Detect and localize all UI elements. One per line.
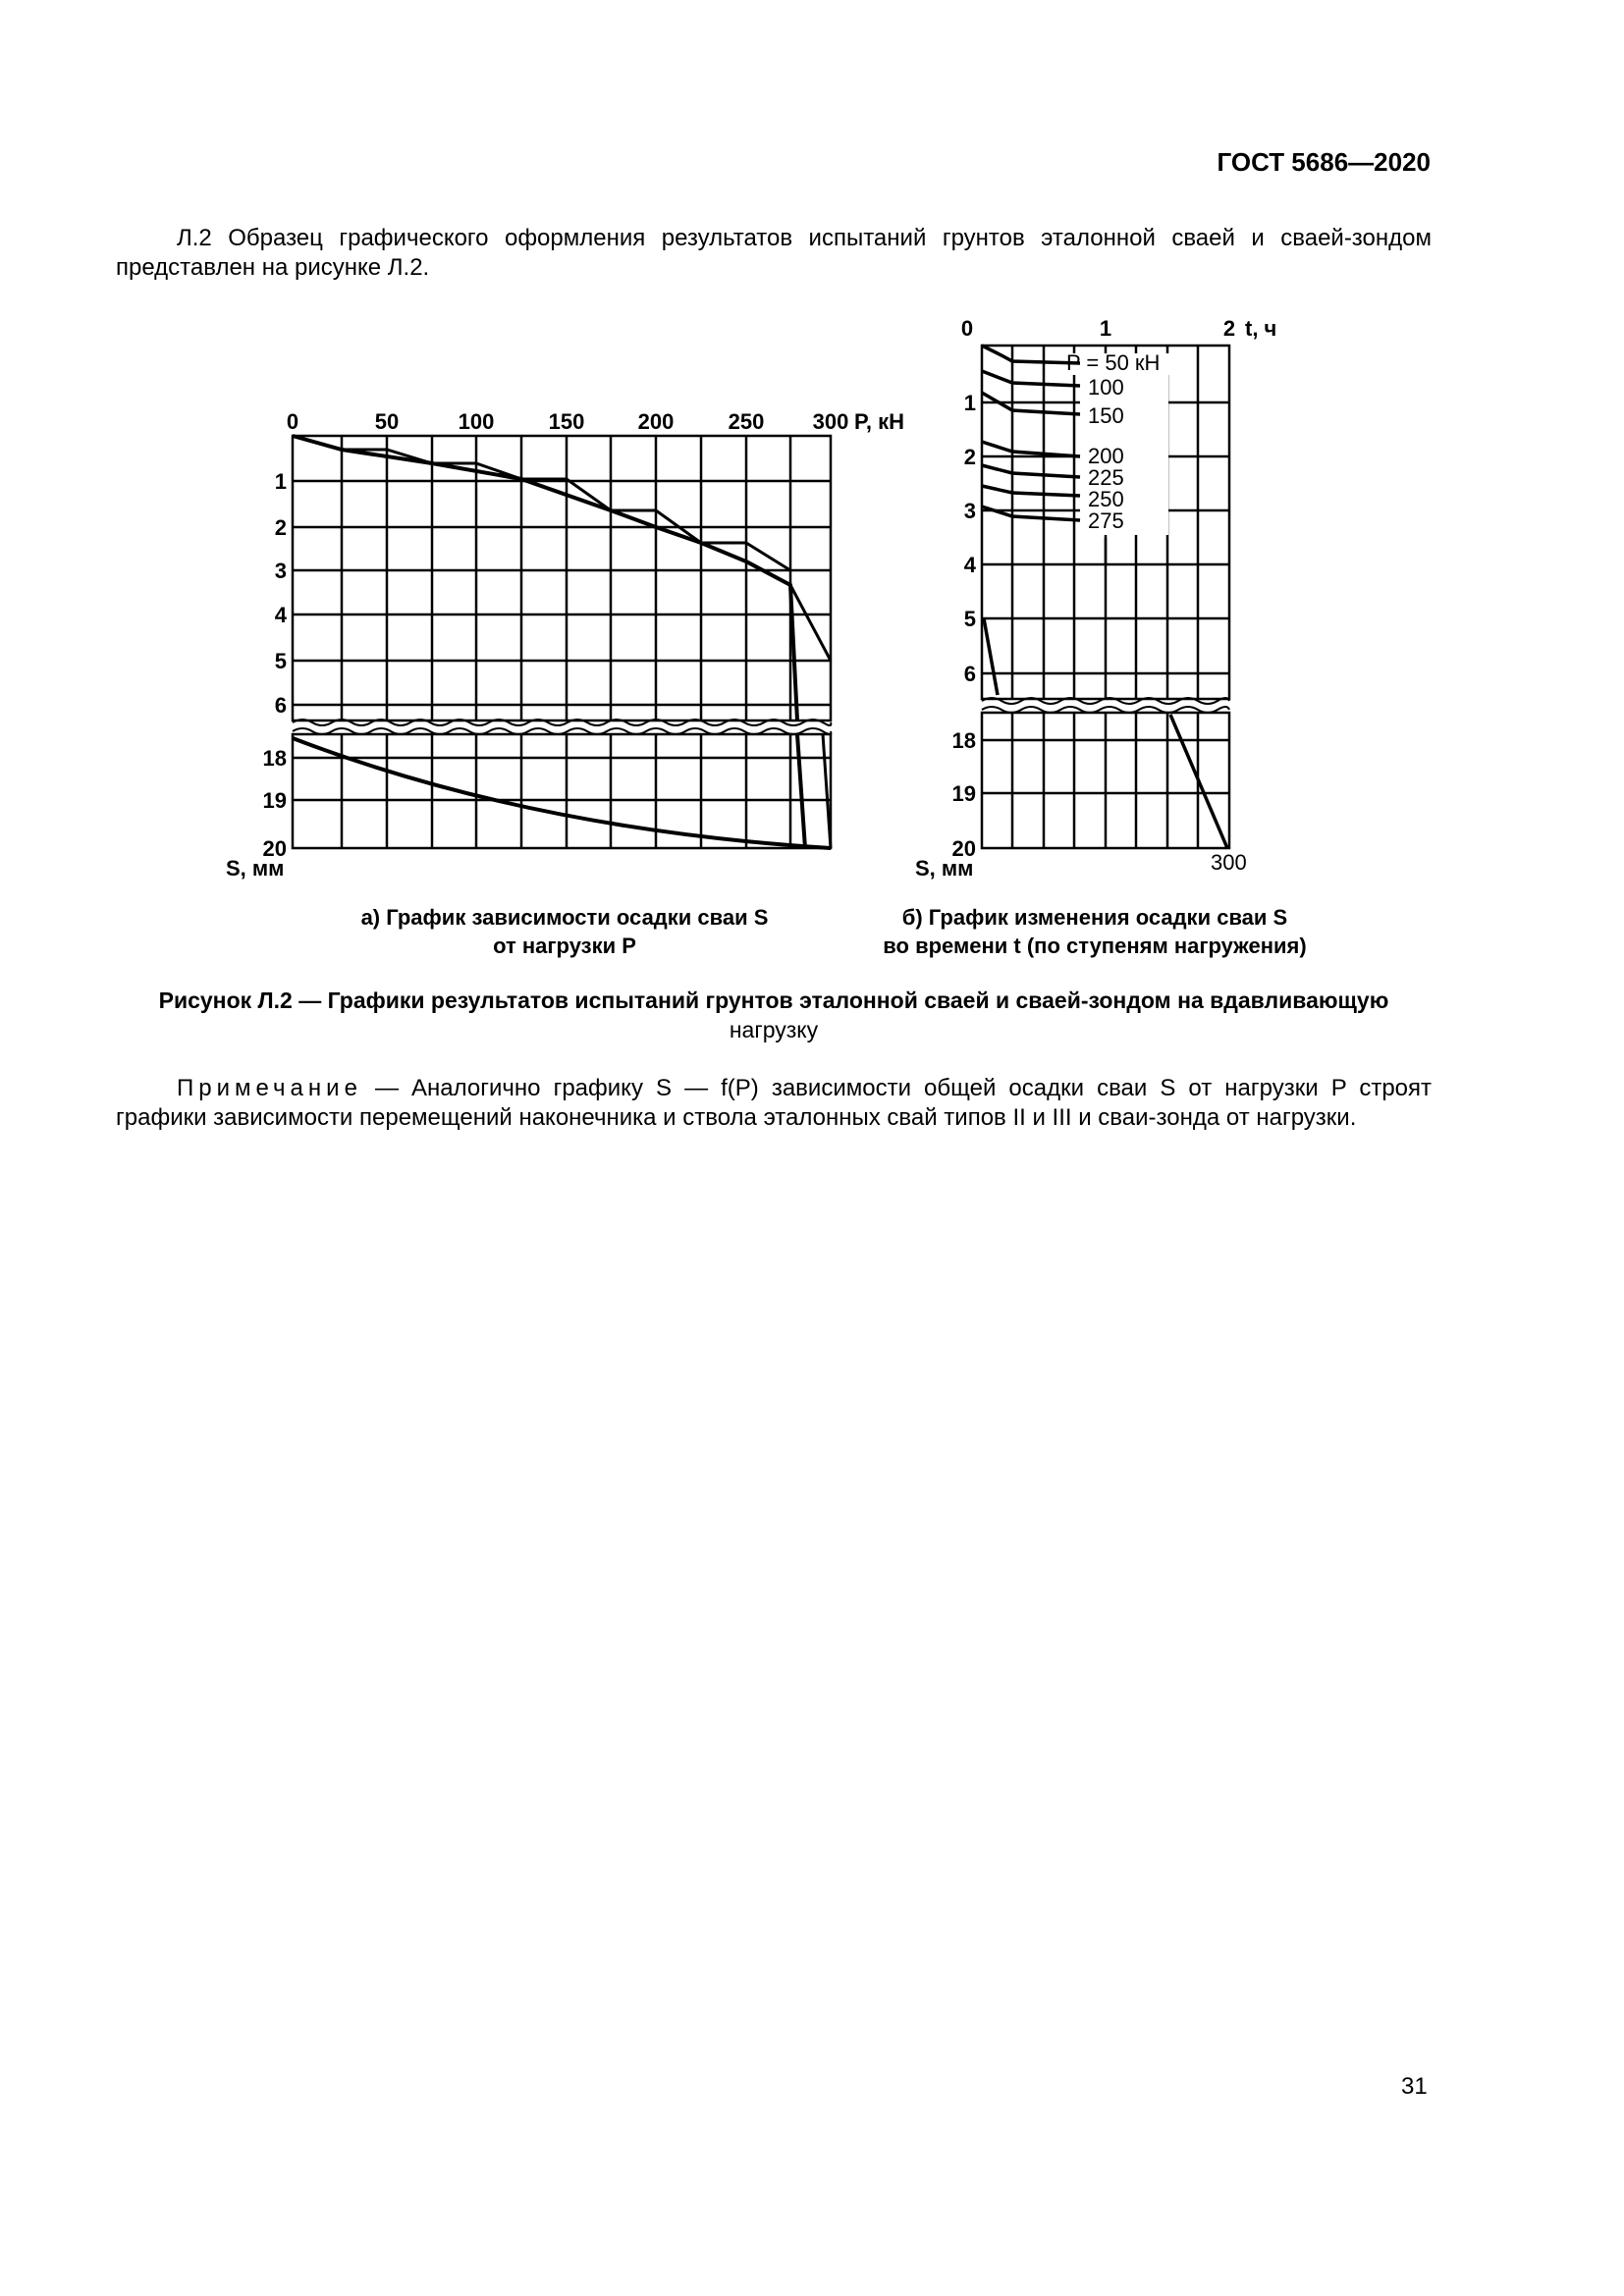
chart-b-curve-250 xyxy=(982,486,1080,496)
chart-b-caption-line1: б) График изменения осадки сваи S xyxy=(901,905,1288,930)
chart-b-load-label: 225 xyxy=(1088,465,1124,490)
chart-b-y-tick: 3 xyxy=(963,499,976,523)
chart-a-curve-right xyxy=(790,585,831,661)
chart-a-x-tick: 250 xyxy=(728,409,765,434)
chart-a-x-label: P, кН xyxy=(854,409,904,434)
chart-a-drop xyxy=(797,734,805,848)
chart-b-load-label: 275 xyxy=(1088,508,1124,533)
chart-a-y-tick: 1 xyxy=(274,469,287,494)
chart-b-y-tick: 20 xyxy=(951,836,976,861)
chart-a-y-tick: 18 xyxy=(262,746,287,771)
chart-b-curve-200 xyxy=(982,442,1080,456)
chart-b-caption xyxy=(854,903,1335,960)
chart-b-x-tick: 0 xyxy=(960,316,974,341)
chart-b-load-label: 150 xyxy=(1088,403,1124,428)
chart-a-grid-lower xyxy=(293,734,831,848)
chart-b-caption-line2: во времени t (по ступеням нагружения) xyxy=(883,934,1307,958)
note-paragraph xyxy=(116,1074,1432,1133)
figure-l2 xyxy=(0,0,1624,942)
chart-b-y-tick: 1 xyxy=(963,391,976,415)
figure-caption-title: Рисунок Л.2 — Графики результатов испытаний грунтов эталонной сваей и сваей-зондом на вдавливающую xyxy=(158,988,1389,1013)
chart-b-x-tick: 1 xyxy=(1099,316,1112,341)
chart-b-grid-lower xyxy=(982,713,1229,848)
chart-b-load-label: 200 xyxy=(1088,444,1124,468)
chart-b-y-tick: 4 xyxy=(963,553,976,577)
chart-a-x-tick: 300 xyxy=(812,409,849,434)
chart-a-y-tick: 19 xyxy=(262,788,287,813)
chart-a-y-tick: 5 xyxy=(274,649,287,673)
chart-b-x-ticks xyxy=(961,316,1235,341)
chart-b-x-label: t, ч xyxy=(1245,316,1277,341)
chart-a-x-tick: 0 xyxy=(286,409,299,434)
chart-b-x-tick: 2 xyxy=(1222,316,1236,341)
figure-caption xyxy=(116,986,1432,1044)
chart-a-x-tick: 50 xyxy=(374,409,400,434)
chart-a-y-ticks xyxy=(263,469,288,861)
intro-paragraph: Л.2 Образец графического оформления результатов испытаний грунтов эталонной сваей и сваей-зондом представлен на рисунке Л.2. xyxy=(116,225,1432,281)
note-text: — Аналогично графику S — f(P) зависимости общей осадки сваи S от нагрузки P строят графики зависимости перемещений наконечника и ствола эталонных свай типов II и III и сваи-зонда от нагрузки. xyxy=(116,1075,1432,1131)
chart-a-caption-line1: а) График зависимости осадки сваи S xyxy=(360,905,769,930)
document-header: ГОСТ 5686—2020 xyxy=(1217,147,1431,177)
chart-a-x-tick: 100 xyxy=(458,409,495,434)
chart-b-y-tick: 18 xyxy=(951,728,976,753)
figure-caption-rest: нагрузку xyxy=(729,1017,819,1042)
chart-a-y-label: S, мм xyxy=(226,856,285,881)
chart-b-load-label: P = 50 кН xyxy=(1066,350,1161,375)
chart-a-x-tick: 150 xyxy=(548,409,585,434)
chart-a-x-ticks xyxy=(287,409,848,434)
chart-b-load-label: 100 xyxy=(1088,375,1124,400)
chart-b-y-label: S, мм xyxy=(915,856,974,881)
chart-b-curve-300-upper xyxy=(984,618,998,695)
chart-b-load-label: 300 xyxy=(1211,850,1247,875)
chart-a-caption-line2: от нагрузки P xyxy=(493,934,636,958)
chart-b-y-tick: 5 xyxy=(963,607,976,631)
chart-b-y-tick: 2 xyxy=(963,445,976,469)
chart-b-y-ticks xyxy=(952,391,977,861)
chart-a-caption xyxy=(295,903,835,960)
chart-a-y-tick: 2 xyxy=(274,515,287,540)
note-label: Примечание xyxy=(177,1075,362,1101)
chart-b-y-tick: 6 xyxy=(963,662,976,686)
chart-b-curve-225 xyxy=(982,465,1080,477)
chart-a-y-tick: 4 xyxy=(274,603,287,627)
chart-b-curve-275 xyxy=(982,507,1080,520)
chart-a-curve-lower xyxy=(293,738,831,848)
chart-a-y-tick: 20 xyxy=(262,836,287,861)
chart-a-y-tick: 6 xyxy=(274,693,287,718)
chart-a xyxy=(293,436,831,848)
chart-a-x-tick: 200 xyxy=(637,409,675,434)
chart-b-y-tick: 19 xyxy=(951,781,976,806)
chart-a-y-tick: 3 xyxy=(274,559,287,583)
page-number: 31 xyxy=(1401,2073,1428,2100)
chart-b-load-label: 250 xyxy=(1088,487,1124,511)
